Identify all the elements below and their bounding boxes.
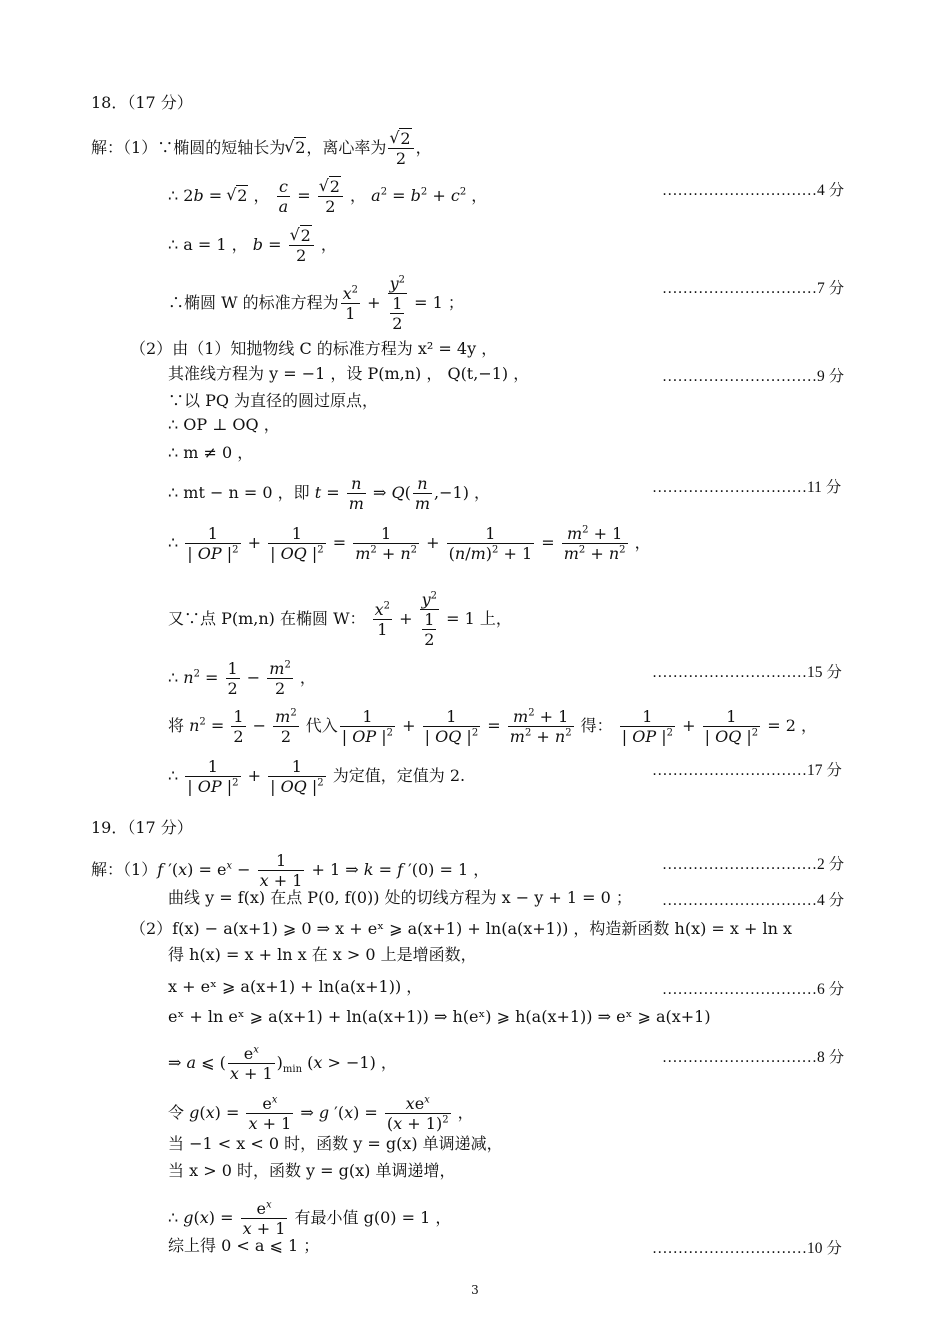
q18-p1-line1: 解：（1）∵椭圆的短轴长为√ 2，离心率为 √ $\frac{2}{2}$ ， xyxy=(91,129,432,168)
q18-p1-line4: ∴椭圆 W 的标准方程为 $\frac{x^2}{1}$ + $\frac{y^2}{\frac{1}{2}}$ = 1 ； xyxy=(168,274,464,333)
q18-p2-line1: （2）由（1）知抛物线 C 的标准方程为 x² = 4y ， xyxy=(130,339,498,358)
q19-p2-line9: ∴ g(x) = $\frac{e^x}{x + 1}$ 有最小值 g(0) = 1 ， xyxy=(168,1199,452,1238)
q18-p2-line9: ∴ $n^2$ = $\frac{1}{2}$ − $\frac{m^2}{2}$ ， xyxy=(168,659,316,698)
q18-p2-line3: ∵以 PQ 为直径的圆过原点， xyxy=(168,391,379,410)
q18-score-1: …………………………4 分 xyxy=(662,182,845,199)
q19-score-4: …………………………8 分 xyxy=(662,1049,845,1066)
q19-p2-line6: 令 g(x) = $\frac{e^x}{x + 1}$ ⇒ g ′(x) = $\frac{xe^x}{(x + 1)^2}$ ， xyxy=(168,1094,474,1133)
q19-score-1: …………………………2 分 xyxy=(662,856,845,873)
q18-score-5: …………………………15 分 xyxy=(652,664,842,681)
q18-score-6: …………………………17 分 xyxy=(652,762,842,779)
q19-score-5: …………………………10 分 xyxy=(652,1240,842,1257)
q18-p2-line2: 其准线方程为 y = −1 ，设 P(m,n) ， Q(t,−1) ， xyxy=(168,364,530,383)
q19-p2-line8: 当 x > 0 时，函数 y = g(x) 单调递增， xyxy=(168,1161,456,1180)
q18-p2-line10: 将 $n^2$ = $\frac{1}{2}$ − $\frac{m^2}{2}$ 代入 $\frac{1}{| OP |^2}$ + $\frac{1}{| OQ |^2}$ = $\frac{m^2 + 1}{m^2 + n^2}$ 得： $\frac{1}{| OP |^2}$ + $\frac{1}{| OQ |^2}$ = 2 ， xyxy=(168,707,818,746)
q19-p2-line1: （2）f(x) − a(x+1) ⩾ 0 ⇒ x + eˣ ⩾ a(x+1) + ln(a(x+1)) ，构造新函数 h(x) = x + ln x xyxy=(130,919,793,938)
q18-p2-line5: ∴ m ≠ 0 ， xyxy=(168,443,254,462)
q19-score-3: …………………………6 分 xyxy=(662,981,845,998)
q19-p2-line4: eˣ + ln eˣ ⩾ a(x+1) + ln(a(x+1)) ⇒ h(eˣ) ⩾ h(a(x+1)) ⇒ eˣ ⩾ a(x+1) xyxy=(168,1007,711,1026)
q18-p2-line6: ∴ mt − n = 0 ，即 t = $\frac{n}{m}$ ⇒ Q( $\frac{n}{m}$ ,−1) ， xyxy=(168,474,491,513)
q18-p2-line8: 又∵点 P(m,n) 在椭圆 W： $\frac{x^2}{1}$ + $\frac{y^2}{\frac{1}{2}}$ = 1 上， xyxy=(168,590,512,649)
q19-p2-line7: 当 −1 < x < 0 时，函数 y = g(x) 单调递减， xyxy=(168,1134,503,1153)
q18-header: 18．（17 分） xyxy=(91,93,193,112)
q18-score-2: …………………………7 分 xyxy=(662,280,845,297)
q18-score-3: …………………………9 分 xyxy=(662,368,845,385)
q19-p1-line1: 解：（1）f $'(x) = e^x$ − $\frac{1}{x + 1}$ + 1 ⇒ k = f ′(0) = 1 ， xyxy=(91,851,490,890)
q19-score-2: …………………………4 分 xyxy=(662,892,845,909)
q18-p2-line4: ∴ OP ⊥ OQ ， xyxy=(168,415,280,434)
q18-p2-line11: ∴ $\frac{1}{| OP |^2}$ + $\frac{1}{| OQ |^2}$ 为定值，定值为 2. xyxy=(168,757,466,796)
q19-p2-line10: 综上得 0 < a ⩽ 1 ； xyxy=(168,1236,320,1255)
page-number: 3 xyxy=(471,1283,479,1297)
q19-p1-line2: 曲线 y = f(x) 在点 P(0, f(0)) 处的切线方程为 x − y + 1 = 0 ； xyxy=(168,888,632,907)
q19-p2-line5: ⇒ a ⩽ ( $\frac{e^x}{x + 1}$ )$_{min}$ (x > −1) ， xyxy=(168,1044,397,1083)
q18-p1-line2: ∴ 2b = √ 2 ， $\frac{c}{a}$ = √ $\frac{2}{2}$ ， $a^2 = b^2 + c^2$ ， xyxy=(168,177,487,216)
q18-p2-line7: ∴ $\frac{1}{| OP |^2}$ + $\frac{1}{| OQ |^2}$ = $\frac{1}{m^2 + n^2}$ + $\frac{1}{(n/m)^2 + 1}$ = $\frac{m^2 + 1}{m^2 + n^2}$ ， xyxy=(168,524,651,563)
q18-score-4: …………………………11 分 xyxy=(652,479,842,496)
q19-p2-line3: x + eˣ ⩾ a(x+1) + ln(a(x+1)) ， xyxy=(168,977,423,996)
q19-header: 19．（17 分） xyxy=(91,818,193,837)
q18-p1-line3: ∴ a = 1 ， b = √ $\frac{2}{2}$ ， xyxy=(168,226,337,265)
q19-p2-line2: 得 h(x) = x + ln x 在 x > 0 上是增函数， xyxy=(168,945,477,964)
